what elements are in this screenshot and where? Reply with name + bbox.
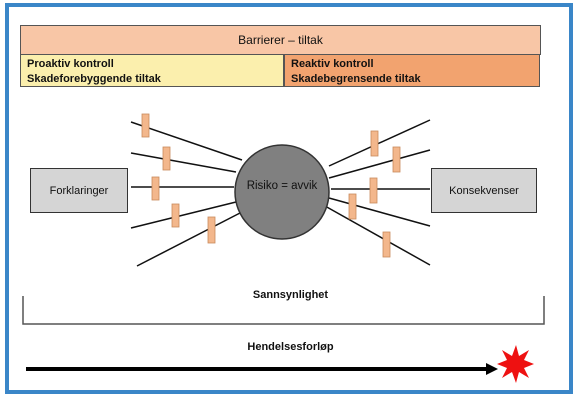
consequence-line-1 — [329, 120, 430, 166]
reactive-subtitle: Skadebegrensende tiltak — [291, 73, 421, 85]
risk-circle — [235, 145, 329, 239]
cause-line-4 — [131, 202, 236, 228]
barrier-right-5 — [383, 232, 390, 257]
barrier-left-3 — [152, 177, 159, 200]
barrier-left-1 — [142, 114, 149, 137]
consequence-line-5 — [325, 206, 430, 265]
barrier-left-2 — [163, 147, 170, 170]
proactive-title: Proaktiv kontroll — [27, 58, 114, 70]
consequences-label: Konsekvenser — [449, 184, 519, 197]
proactive-subtitle: Skadeforebyggende tiltak — [27, 73, 161, 85]
barrier-left-5 — [208, 217, 215, 243]
consequence-line-4 — [329, 198, 430, 226]
cause-line-5 — [137, 213, 240, 266]
causes-label: Forklaringer — [49, 184, 109, 197]
causes-box — [30, 168, 128, 213]
barrier-right-4 — [349, 194, 356, 219]
arrow-right-icon — [486, 363, 498, 375]
cause-line-2 — [131, 153, 236, 172]
barriers-header-title: Barrierer – tiltak — [238, 33, 323, 47]
probability-label: Sannsynlighet — [252, 289, 329, 301]
barrier-right-2 — [393, 147, 400, 172]
reactive-title: Reaktiv kontroll — [291, 58, 374, 70]
consequence-line-2 — [329, 150, 430, 178]
risk-label: Risiko = avvik — [246, 180, 318, 192]
barrier-right-1 — [371, 131, 378, 156]
barrier-left-4 — [172, 204, 179, 227]
consequences-box — [431, 168, 537, 213]
barrier-right-3 — [370, 178, 377, 203]
timeline-label: Hendelsesforløp — [247, 341, 334, 353]
